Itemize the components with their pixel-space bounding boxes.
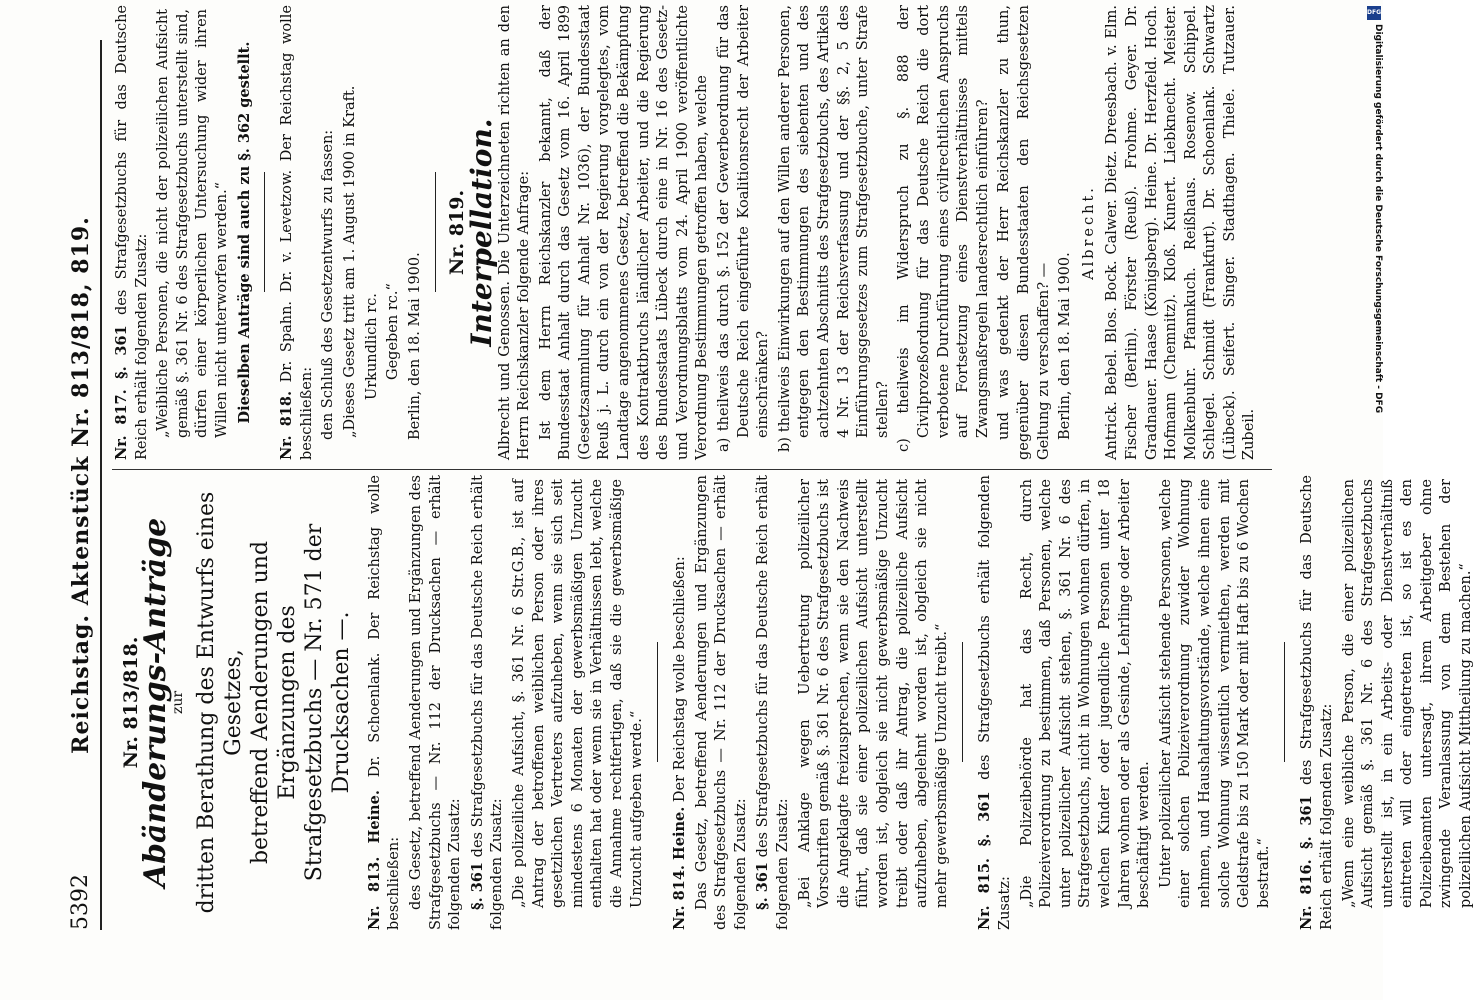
motion-818-p1 <box>277 5 317 460</box>
paragraph-ref: §. 361 <box>1298 795 1316 849</box>
interpellation-intro: Albrecht und Genossen. Die Unterzeichneten richten an den Herrn Reichskanzler folgende Anfrage: <box>496 5 533 460</box>
interpellation-item-b: b) theilweis Einwirkungen auf den Willen anderer Personen, entgegen den Bestimmungen des siebenten und des achtzehnten Abschnitts des Strafgesetzbuchs, des Artikels 4 Nr. 13 der Reichsverfassung und der §§. 2, 5 des Einführungsgesetzes zum Strafgesetzbuche, unter Strafe stellen? <box>776 5 891 452</box>
motion-813-intro <box>365 475 405 930</box>
heading-line: Strafgesetzbuchs — Nr. 571 der Drucksachen —. <box>301 523 354 882</box>
motion-text: Dr. Spahn. Dr. v. Levetzow. Der Reichstag wolle beschließen: <box>279 5 315 460</box>
interpellation-signature: Albrecht. <box>1080 185 1097 280</box>
heading-line: dritten Berathung des Entwurfs eines Gesetzes, <box>193 491 246 914</box>
interpellation-closing: und was gedenkt der Herr Reichskanzler zu thun, gegenüber diesen Bundesstaaten den Reichsgesetzen Geltung zu verschaffen? — <box>996 5 1052 460</box>
motion-817-p1 <box>112 5 152 460</box>
motion-814-p1: Das Gesetz, betreffend Aenderungen und Ergänzungen des Strafgesetzbuchs — Nr. 112 der Drucksachen — erhält folgenden Zusatz: <box>693 475 749 930</box>
motion-label: Nr. 813. Heine. <box>365 790 383 930</box>
section-heading-lines <box>193 475 355 930</box>
motion-text: Der Reichstag wolle beschließen: <box>672 556 689 803</box>
motion-818-quote-3: Gegeben rc.“ <box>385 283 402 380</box>
motion-815-p1 <box>975 475 1015 930</box>
motion-814-intro <box>670 475 691 930</box>
motion-text: des Strafgesetzbuchs für das Deutsche Reich erhält folgenden Zusatz: <box>755 475 792 930</box>
separator <box>435 173 436 293</box>
separator <box>962 643 963 763</box>
motion-818-quote: „Dieses Gesetz tritt am 1. August 1900 in Kraft. <box>341 85 358 438</box>
column-left <box>112 475 1479 930</box>
motion-text: des Strafgesetzbuchs erhält folgenden Zusatz: <box>977 474 1013 930</box>
column-divider <box>112 469 1272 470</box>
interpellation-date: Berlin, den 18. Mai 1900. <box>1057 252 1074 440</box>
motion-817-note: Dieselben Anträge sind auch zu §. 362 gestellt. <box>235 41 253 424</box>
motion-815-quote-2: Unter polizeilicher Aufsicht stehende Personen, welche einer solchen Polizeiverordnung zuwider Wohnung nehmen, und Haushaltungsvorstände, welche ihnen eine solche Wohnung wissentlich vermiethen, werden mit Geldstrafe bis zu 150 Mark oder mit Haft bis zu 6 Wochen bestraft.“ <box>1157 479 1272 908</box>
interpellation-signatories: Antrick. Bebel. Blos. Bock. Calwer. Dietz. Dreesbach. v. Elm. Fischer (Berlin). Förster (Reuß). Frohme. Geyer. Dr. Gradnauer. Haase (Königsberg). Heine. Dr. Herzfeld. Hoch. Hofmann (Chemnitz). Kloß. Kunert. Liebknecht. Meister. Molkenbuhr. Pfannkuch. Reißhaus. Rosenow. Schippel. Schlegel. Schmidt (Frankfurt). Dr. Schoenlank. Schwartz (Lübeck). Seifert. Singer. Stadthagen. Thiele. Tutzauer. Zubeil. <box>1104 5 1258 460</box>
digitization-note: Digitalisierung gefördert durch die Deutsche Forschungsgemeinschaft - DFG <box>1373 24 1383 414</box>
heading-line: betreffend Aenderungen und Ergänzungen des <box>247 540 300 865</box>
interpellation-question: Ist dem Herrn Reichskanzler bekannt, daß der Bundesstaat Anhalt durch das Gesetz vom 16. April 1899 (Gesetzsammlung für Anhalt Nr. 1036), der Bundesstaat Reuß j. L. durch ein von der Regierung vorgelegtes, vom Landtage angenommenes Gesetz, betreffend die Bekämpfung des Kontraktbruchs ländlicher Arbeiter, und die Regierung des Bundesstaats Lübeck durch eine in Nr. 16 des Gesetz- und Verordnungsblatts vom 24. April 1900 veröffentlichte Verordnung Bestimmungen getroffen haben, welche <box>537 5 711 460</box>
separator <box>657 643 658 763</box>
interpellation-item-a: a) theilweis das durch §. 152 der Gewerbeordnung für das Deutsche Reich eingeführte Koalitionsrecht der Arbeiter einschränken? <box>716 5 772 452</box>
motion-814-p2 <box>753 475 793 930</box>
motion-816-p1 <box>1297 475 1337 930</box>
section-number: Nr. 813/818. <box>120 636 142 769</box>
motion-815-quote-1: „Die Polizeibehörde hat das Recht, durch Polizeiverordnung zu bestimmen, daß Personen, welche unter polizeilicher Aufsicht stehen, §. 361 Nr. 6 des Strafgesetzbuchs, nicht in Wohnungen wohnen dürfen, in welchen Kinder oder jugendliche Personen unter 18 Jahren wohnen oder als Gesinde, Lehrlinge oder Arbeiter beschäftigt werden. <box>1018 479 1153 908</box>
motion-text: Dr. Schoenlank. Der Reichstag wolle beschließen: <box>366 475 403 930</box>
motion-814-quote: „Bei Anklage wegen Uebertretung polizeilicher Vorschriften gemäß §. 361 Nr. 6 des Strafgesetzbuchs ist die Angeklagte freizusprechen, wenn sie den Nachweis führt, daß sie einer polizeilichen Aufsicht unterstellt worden ist, obgleich sie nicht gewerbsmäßige Unzucht treibt oder daß ihr Antrag, die polizeiliche Aufsicht aufzuheben, abgelehnt worden ist, obgleich sie nicht mehr gewerbsmäßige Unzucht treibt.“ <box>796 479 950 908</box>
paragraph-ref: §. 361 <box>754 861 772 910</box>
motion-label: Nr. 814. Heine. <box>671 806 689 930</box>
motion-813-p1: des Gesetz, betreffend Aenderungen und Ergänzungen des Strafgesetzbuchs — Nr. 112 der Drucksachen — erhält folgenden Zusatz: <box>407 475 464 930</box>
motion-text: des Strafgesetzbuchs für das Deutsche Reich erhält folgenden Zusatz: <box>469 475 506 930</box>
column-right <box>112 5 1262 460</box>
paragraph-ref: §. 361 <box>976 791 994 847</box>
motion-label: Nr. 818. <box>278 390 296 460</box>
separator <box>1284 643 1285 763</box>
section-subtitle: zur <box>170 690 187 715</box>
motion-813-p2 <box>468 475 508 930</box>
interpellation-item-c: c) theilweis im Widerspruch zu §. 888 der Civilprozeßordnung für das Deutsche Reich die dort verbotene Durchführung eines civilrechtlichen Anspruchs auf Fortsetzung eines Dienstverhältnisses mittels Zwangsmaßregeln landesrechtlich einführen? <box>896 5 991 452</box>
page-number: 5392 <box>68 874 93 930</box>
motion-label: Nr. 815. <box>976 858 994 930</box>
motion-818-quote-2: Urkundlich rc. <box>363 293 380 400</box>
motion-817-quote: „Weibliche Personen, die nicht der polizeilichen Aufsicht gemäß §. 361 Nr. 6 des Strafgesetzbuchs unterstellt sind, dürfen einer körperlichen Untersuchung wider ihren Willen nicht unterworfen werden.“ <box>155 9 230 438</box>
header-rule <box>100 40 102 930</box>
running-head: Reichstag. Aktenstück Nr. 813/818, 819. <box>68 216 94 754</box>
motion-text: des Strafgesetzbuchs für das Deutsche Reich erhält folgenden Zusatz: <box>1299 474 1335 930</box>
section-title: Abänderungs-Anträge <box>137 517 173 888</box>
separator <box>264 173 265 293</box>
motion-813-quote: „Die polizeiliche Aufsicht, §. 361 Nr. 6 Str.G.B., ist auf Antrag der betroffenen weiblichen Person oder ihres gesetzlichen Vertreters aufzuheben, wenn sie sich seit mindestens 6 Monaten der gewerbsmäßigen Unzucht enthalten hat oder wenn sie in Verhältnissen lebt, welche die Annahme rechtfertigen, daß sie die gewerbsmäßige Unzucht aufgeben werde.“ <box>510 479 645 908</box>
motion-818-date: Berlin, den 18. Mai 1900. <box>406 252 423 440</box>
section-title: Interpellation. <box>464 118 498 347</box>
page-header <box>68 40 98 930</box>
motion-818-p2: den Schluß des Gesetzentwurfs zu fassen: <box>320 129 337 440</box>
paragraph-ref: §. 361 <box>468 861 486 910</box>
dfg-logo-icon: DFG <box>1367 6 1381 20</box>
motion-label: Nr. 816. <box>1298 859 1316 930</box>
paragraph-ref: §. 361 <box>113 325 130 379</box>
motion-label: Nr. 817. <box>113 389 130 460</box>
motion-text: des Strafgesetzbuchs für das Deutsche Reich erhält folgenden Zusatz: <box>114 4 150 460</box>
section-number: Nr. 819. <box>446 189 469 276</box>
motion-816-quote: „Wenn eine weibliche Person, die einer polizeilichen Aufsicht gemäß §. 361 Nr. 6 des Strafgesetzbuchs unterstellt ist, in ein Arbeits- oder Dienstverhältniß eintreten will oder eingetreten ist, so ist es den Polizeibeamten untersagt, ihrem Arbeitgeber ohne zwingende Veranlassung von dem Bestehen der polizeilichen Aufsicht Mittheilung zu machen.“ <box>1340 479 1475 908</box>
